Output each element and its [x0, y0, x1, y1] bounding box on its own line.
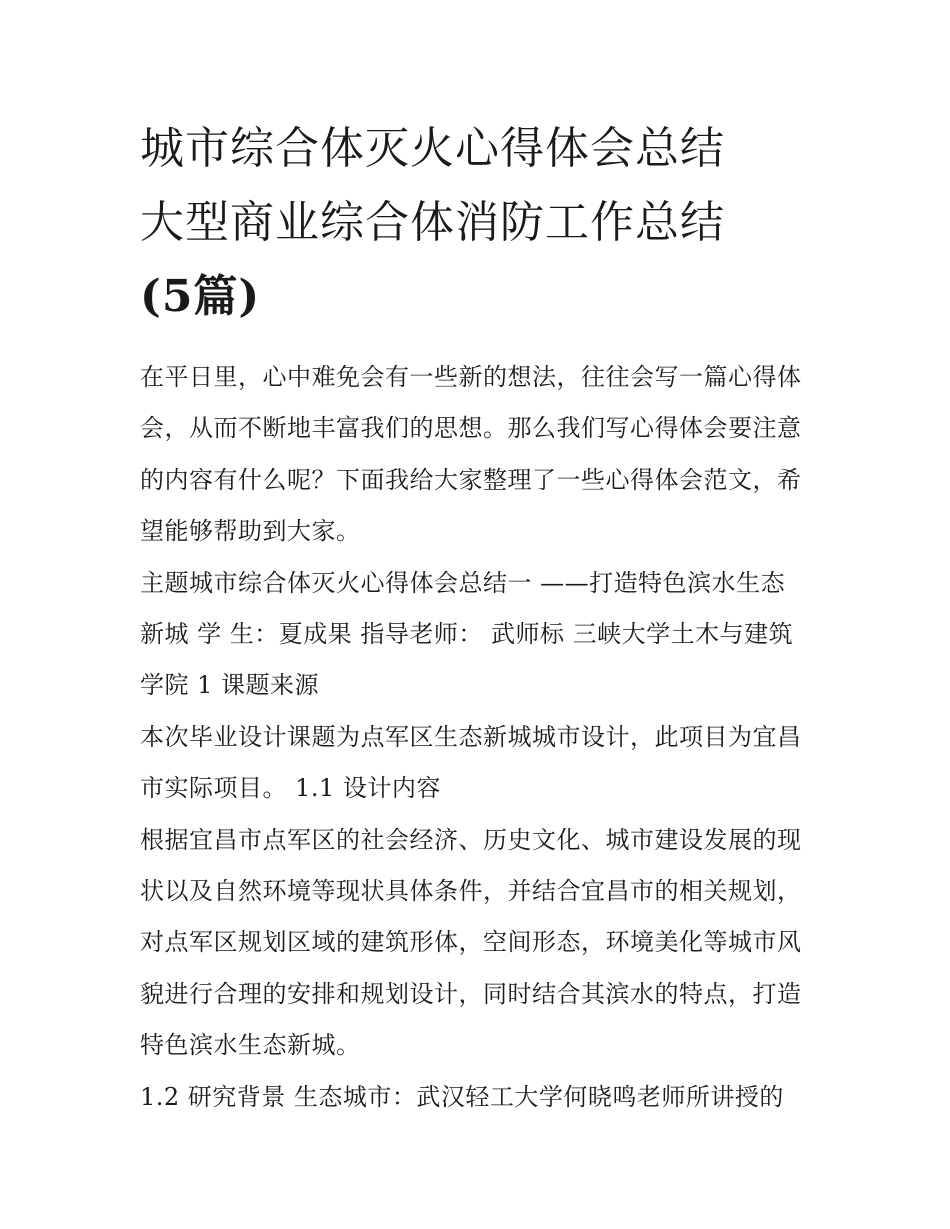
body-line: 特色滨水生态新城。	[140, 1031, 361, 1060]
body-line: 新城 学 生：夏成果 指导老师： 武师标 三峡大学土木与建筑	[140, 620, 794, 649]
title-line: 大型商业综合体消防工作总结	[140, 197, 725, 248]
body-line: 1.2 研究背景 生态城市：武汉轻工大学何晓鸣老师所讲授的	[140, 1082, 784, 1111]
body-line: 在平日里，心中难免会有一些新的想法，往往会写一篇心得体	[140, 363, 802, 391]
body-line: 学院 1 课题来源	[140, 671, 320, 700]
title-line: 城市综合体灭火心得体会总结	[140, 123, 725, 174]
body-line: 状以及自然环境等现状具体条件，并结合宜昌市的相关规划，	[140, 877, 802, 906]
body-line: 根据宜昌市点军区的社会经济、历史文化、城市建设发展的现	[140, 825, 802, 854]
body-line: 本次毕业设计课题为点军区生态新城城市设计，此项目为宜昌	[140, 722, 802, 751]
body-line: 的内容有什么呢？下面我给大家整理了一些心得体会范文，希	[140, 465, 802, 494]
body-line: 会，从而不断地丰富我们的思想。那么我们写心得体会要注意	[140, 414, 802, 443]
document-title	[140, 112, 820, 334]
body-line: 对点军区规划区域的建筑形体，空间形态，环境美化等城市风	[140, 928, 802, 957]
body-line: 市实际项目。 1.1 设计内容	[140, 774, 441, 803]
body-line: 望能够帮助到大家。	[140, 517, 361, 546]
title-line: (5篇)	[140, 271, 261, 322]
body-line: 貌进行合理的安排和规划设计，同时结合其滨水的特点，打造	[140, 979, 802, 1008]
body-line: 主题城市综合体灭火心得体会总结一 ——打造特色滨水生态	[140, 568, 786, 597]
document-body	[140, 352, 820, 1123]
